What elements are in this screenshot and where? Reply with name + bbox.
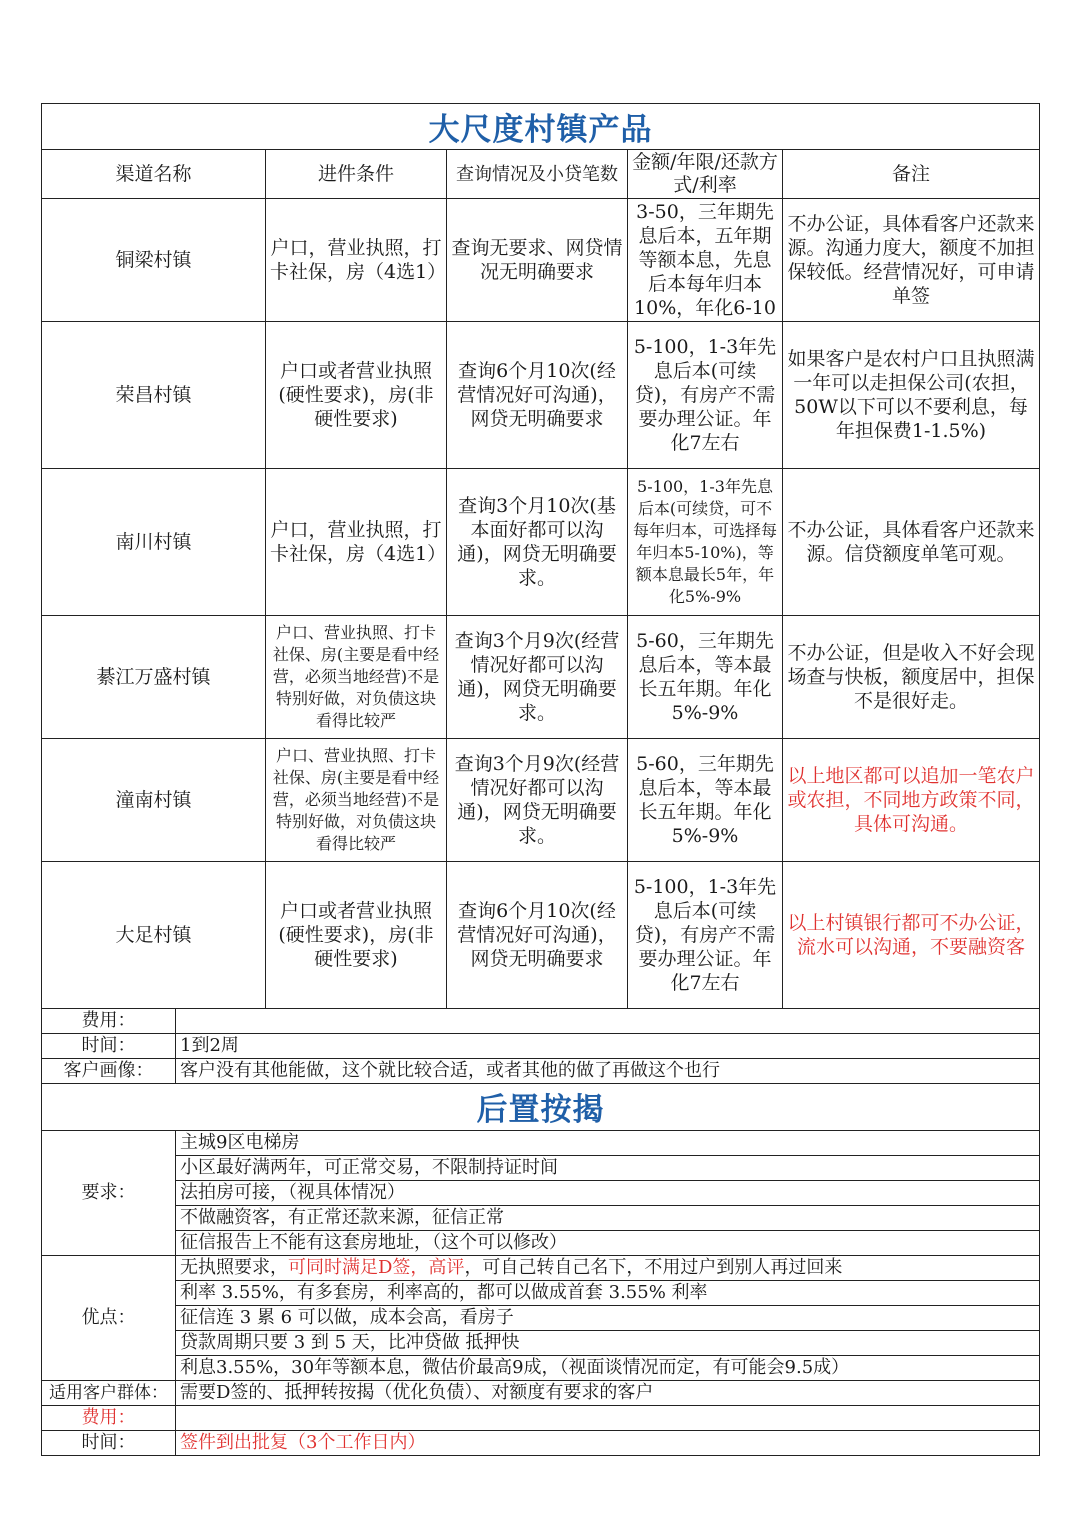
table-row bbox=[42, 739, 1040, 862]
table-title: 大尺度村镇产品 bbox=[42, 104, 1040, 150]
fee2-value bbox=[176, 1405, 1040, 1430]
query-cell: 查询6个月10次(经营情况好可沟通)，网贷无明确要求 bbox=[447, 322, 628, 469]
profile-label: 客户画像： bbox=[42, 1058, 176, 1083]
group-value: 需要D签的、抵押转按揭（优化负债）、对额度有要求的客户 bbox=[176, 1380, 1040, 1405]
time2-label: 时间： bbox=[42, 1430, 176, 1455]
amount-cell: 3-50，三年期先息后本，五年期等额本息，先息后本每年归本10%，年化6-10 bbox=[628, 199, 783, 322]
header-conditions: 进件条件 bbox=[266, 150, 447, 199]
fee-label: 费用： bbox=[42, 1008, 176, 1033]
requirement-item: 主城9区电梯房 bbox=[176, 1130, 1040, 1155]
channel-name: 潼南村镇 bbox=[42, 739, 266, 862]
requirement-item: 征信报告上不能有这套房地址，（这个可以修改） bbox=[176, 1230, 1040, 1255]
advantage-item: 利率 3.55%，有多套房，利率高的，都可以做成首套 3.55% 利率 bbox=[176, 1280, 1040, 1305]
query-cell: 查询3个月9次(经营情况好都可以沟通)，网贷无明确要求。 bbox=[447, 739, 628, 862]
time-label: 时间： bbox=[42, 1033, 176, 1058]
advantage-item: 利息3.55%，30年等额本息，微估价最高9成，（视面谈情况而定，有可能会9.5成） bbox=[176, 1355, 1040, 1380]
header-channel: 渠道名称 bbox=[42, 150, 266, 199]
summary-table bbox=[41, 1008, 1040, 1456]
fee-value bbox=[176, 1008, 1040, 1033]
fee2-label: 费用： bbox=[42, 1405, 176, 1430]
notes-cell: 以上地区都可以追加一笔农户或农担，不同地方政策不同，具体可沟通。 bbox=[783, 739, 1040, 862]
product-sheet bbox=[41, 103, 1039, 1456]
requirement-item: 不做融资客，有正常还款来源，征信正常 bbox=[176, 1205, 1040, 1230]
amount-cell: 5-60，三年期先息后本，等本最长五年期。年化5%-9% bbox=[628, 616, 783, 739]
amount-cell: 5-100，1-3年先息后本(可续贷)，有房产不需要办理公证。年化7左右 bbox=[628, 862, 783, 1009]
query-cell: 查询无要求、网贷情况无明确要求 bbox=[447, 199, 628, 322]
channel-name: 荣昌村镇 bbox=[42, 322, 266, 469]
conditions-cell: 户口或者营业执照(硬性要求)，房(非硬性要求) bbox=[266, 862, 447, 1009]
channel-name: 南川村镇 bbox=[42, 469, 266, 616]
notes-cell: 不办公证，具体看客户还款来源。信贷额度单笔可观。 bbox=[783, 469, 1040, 616]
amount-cell: 5-100，1-3年先息后本(可续贷)，有房产不需要办理公证。年化7左右 bbox=[628, 322, 783, 469]
requirement-item: 法拍房可接，（视具体情况） bbox=[176, 1180, 1040, 1205]
notes-cell: 如果客户是农村户口且执照满一年可以走担保公司(农担，50W以下可以不要利息，每年担保费1-1.5%) bbox=[783, 322, 1040, 469]
header-row bbox=[42, 150, 1040, 199]
requirements-label: 要求： bbox=[42, 1130, 176, 1255]
header-query: 查询情况及小贷笔数 bbox=[447, 150, 628, 199]
section-title: 后置按揭 bbox=[42, 1083, 1040, 1130]
conditions-cell: 户口，营业执照，打卡社保，房（4选1） bbox=[266, 199, 447, 322]
group-label: 适用客户群体： bbox=[42, 1380, 176, 1405]
header-amount: 金额/年限/还款方式/利率 bbox=[628, 150, 783, 199]
requirement-item: 小区最好满两年，可正常交易，不限制持证时间 bbox=[176, 1155, 1040, 1180]
product-table bbox=[41, 103, 1040, 1009]
conditions-cell: 户口、营业执照、打卡社保、房(主要是看中经营，必须当地经营)不是特别好做，对负债这块看得比较严 bbox=[266, 739, 447, 862]
conditions-cell: 户口或者营业执照(硬性要求)，房(非硬性要求) bbox=[266, 322, 447, 469]
channel-name: 铜梁村镇 bbox=[42, 199, 266, 322]
advantage-item: 征信连 3 累 6 可以做，成本会高，看房子 bbox=[176, 1305, 1040, 1330]
advantage-highlight: 可同时满足D签，高评 bbox=[288, 1256, 465, 1278]
channel-name: 大足村镇 bbox=[42, 862, 266, 1009]
conditions-cell: 户口，营业执照，打卡社保，房（4选1） bbox=[266, 469, 447, 616]
amount-cell: 5-100，1-3年先息后本(可续贷，可不每年归本，可选择每年归本5-10%)，等额本息最长5年，年化5%-9% bbox=[628, 469, 783, 616]
amount-cell: 5-60，三年期先息后本，等本最长五年期。年化5%-9% bbox=[628, 739, 783, 862]
table-row bbox=[42, 199, 1040, 322]
header-notes: 备注 bbox=[783, 150, 1040, 199]
query-cell: 查询3个月10次(基本面好都可以沟通)，网贷无明确要求。 bbox=[447, 469, 628, 616]
advantage-item bbox=[176, 1255, 1040, 1280]
conditions-cell: 户口、营业执照、打卡社保、房(主要是看中经营，必须当地经营)不是特别好做，对负债这块看得比较严 bbox=[266, 616, 447, 739]
advantages-label: 优点： bbox=[42, 1255, 176, 1380]
query-cell: 查询3个月9次(经营情况好都可以沟通)，网贷无明确要求。 bbox=[447, 616, 628, 739]
advantage-suffix: ，可自己转自己名下，不用过户到别人再过回来 bbox=[464, 1256, 843, 1278]
table-row bbox=[42, 616, 1040, 739]
notes-cell: 不办公证，具体看客户还款来源。沟通力度大，额度不加担保较低。经营情况好，可申请单签 bbox=[783, 199, 1040, 322]
table-row bbox=[42, 322, 1040, 469]
notes-cell: 以上村镇银行都可不办公证，流水可以沟通，不要融资客 bbox=[783, 862, 1040, 1009]
table-row bbox=[42, 469, 1040, 616]
query-cell: 查询6个月10次(经营情况好可沟通)，网贷无明确要求 bbox=[447, 862, 628, 1009]
notes-cell: 不办公证，但是收入不好会现场查与快板，额度居中，担保不是很好走。 bbox=[783, 616, 1040, 739]
advantage-item: 贷款周期只要 3 到 5 天，比冲贷做 抵押快 bbox=[176, 1330, 1040, 1355]
table-row bbox=[42, 862, 1040, 1009]
channel-name: 綦江万盛村镇 bbox=[42, 616, 266, 739]
time2-value: 签件到出批复（3个工作日内） bbox=[176, 1430, 1040, 1455]
profile-value: 客户没有其他能做，这个就比较合适，或者其他的做了再做这个也行 bbox=[176, 1058, 1040, 1083]
time-value: 1到2周 bbox=[176, 1033, 1040, 1058]
advantage-prefix: 无执照要求， bbox=[180, 1256, 288, 1278]
